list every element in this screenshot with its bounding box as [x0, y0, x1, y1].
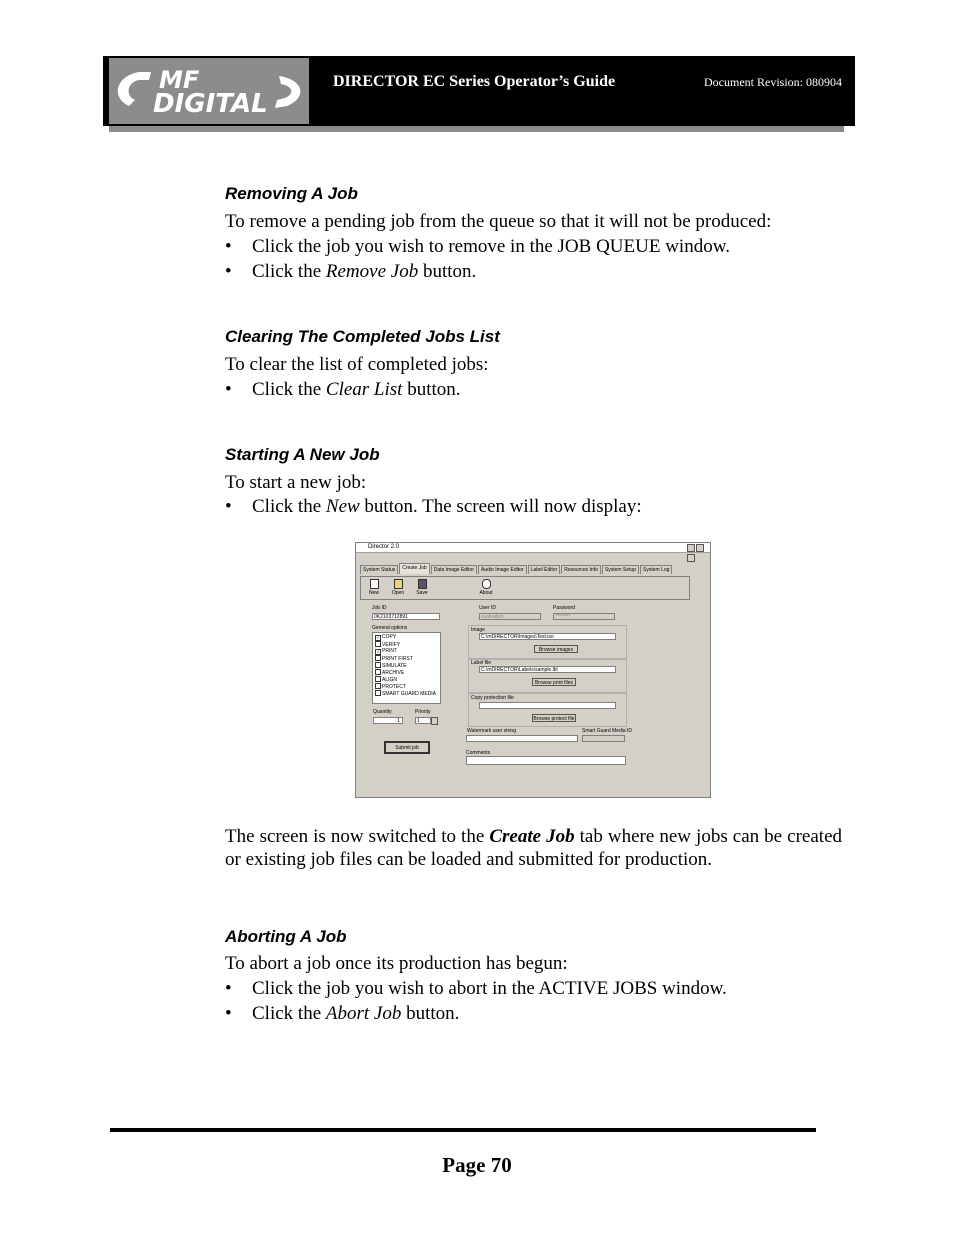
- priority-field: 1: [415, 717, 431, 724]
- option-smart-guard-media: SMART GUARD MEDIA: [375, 690, 436, 697]
- mf-digital-logo: [109, 58, 309, 124]
- tab-system-status: System Status: [360, 565, 398, 574]
- option-copy: ✓ COPY: [376, 634, 397, 640]
- about-tool: About: [475, 579, 497, 596]
- heading-removing-job: Removing A Job: [225, 184, 358, 203]
- option-print: ✓ PRINT: [376, 648, 397, 654]
- footer-rule: [110, 1128, 816, 1132]
- watermark-field: [466, 735, 578, 742]
- password-label: Password: [553, 605, 575, 611]
- image-field: C:\mDIRECTOR\Images\Test.iso: [479, 633, 616, 640]
- save-disk-icon: [418, 579, 427, 589]
- bullet: •: [225, 978, 232, 999]
- save-tool: Save: [411, 579, 433, 596]
- page-number: Page 70: [442, 1153, 512, 1177]
- open-folder-icon: [394, 579, 403, 589]
- remove-job-term: Remove Job: [325, 261, 419, 282]
- clearing-intro: To clear the list of completed jobs:: [225, 354, 489, 375]
- open-tool: Open: [387, 579, 409, 596]
- minimize-icon: [687, 544, 695, 552]
- priority-spinner: [431, 717, 438, 725]
- copy-protection-label: Copy protection file: [471, 695, 514, 701]
- submit-job-button: Submit job: [384, 741, 430, 754]
- removing-bullet-1: Click the job you wish to remove in the JOB QUEUE window.: [252, 236, 730, 257]
- browse-protect-file-button: Browse protect file: [533, 716, 575, 722]
- clearing-bullet-1: Click the Clear List button.: [252, 379, 461, 400]
- clear-list-term: Clear List: [325, 379, 403, 400]
- option-protect: PROTECT: [375, 683, 406, 690]
- create-job-term: Create Job: [489, 826, 575, 847]
- heading-starting-job: Starting A New Job: [225, 445, 380, 464]
- option-simulate: SIMULATE: [375, 662, 407, 669]
- tab-data-image-editor: Data Image Editor: [431, 565, 477, 574]
- user-id-label: User ID: [479, 605, 496, 611]
- watermark-label: Watermark user string: [467, 728, 516, 734]
- header-shadow: [109, 126, 844, 132]
- aborting-bullet-1: Click the job you wish to abort in the ACTIVE JOBS window.: [252, 978, 727, 999]
- tab-resources-info: Resources Info: [561, 565, 601, 574]
- tab-bar: [360, 565, 673, 575]
- maximize-icon: [696, 544, 704, 552]
- svg-text:DIGITAL: DIGITAL: [153, 89, 268, 119]
- tab-create-job: Create Job: [399, 563, 429, 574]
- starting-intro: To start a new job:: [225, 472, 367, 493]
- comments-label: Comments: [466, 750, 491, 756]
- document-revision: Document Revision: 080904: [704, 75, 842, 89]
- priority-label: Priority: [415, 709, 431, 715]
- image-label: Image: [471, 627, 485, 633]
- browse-print-files-button: Browse print files: [532, 678, 576, 686]
- header-banner: [103, 56, 855, 126]
- job-id-label: Job ID: [372, 605, 387, 611]
- tab-system-setup: System Setup: [602, 565, 639, 574]
- close-icon: [687, 554, 695, 562]
- password-field: ********: [553, 613, 615, 620]
- starting-after-paragraph: The screen is now switched to the Create Job tab where new jobs can be created or existing job files can be loaded and submitted for production.: [225, 826, 842, 870]
- bullet: •: [225, 236, 232, 257]
- abort-job-term: Abort Job: [325, 1003, 402, 1024]
- about-icon: [482, 579, 491, 589]
- label-file-field: C:\mDIRECTOR\Labels\sample.lbl: [479, 666, 616, 673]
- general-options-label: General options: [372, 625, 408, 631]
- removing-bullet-2: Click the Remove Job button.: [252, 261, 477, 282]
- label-file-label: Label file: [471, 660, 492, 666]
- browse-images-button: Browse images: [534, 645, 578, 653]
- bullet: •: [225, 496, 232, 517]
- smart-guard-label: Smart Guard Media ID: [582, 728, 633, 734]
- window-titlebar: [356, 543, 710, 553]
- tab-label-editor: Label Editor: [528, 565, 561, 574]
- general-options-list: [372, 632, 441, 704]
- job-id-field: 0K2103712891: [372, 613, 440, 620]
- smart-guard-field: [582, 735, 625, 742]
- bullet: •: [225, 1003, 232, 1024]
- new-tool: New: [363, 579, 385, 596]
- quantity-field: 1: [373, 717, 403, 724]
- option-archive: ARCHIVE: [375, 669, 404, 676]
- heading-clearing-list: Clearing The Completed Jobs List: [225, 327, 500, 346]
- aborting-intro: To abort a job once its production has begun:: [225, 953, 568, 974]
- tab-audio-image-editor: Audio Image Editor: [478, 565, 527, 574]
- new-file-icon: [370, 579, 379, 589]
- create-job-screenshot: [355, 542, 711, 798]
- bullet: •: [225, 379, 232, 400]
- copy-protection-field: [479, 702, 616, 709]
- window-title: Director 2.0: [368, 544, 400, 550]
- option-print-first: PRINT FIRST: [375, 655, 413, 662]
- window-controls: [686, 544, 708, 551]
- label-file-group: [468, 659, 627, 693]
- user-id-field: evaluation: [479, 613, 541, 620]
- starting-bullet-1: Click the New button. The screen will now display:: [252, 496, 642, 517]
- heading-aborting-job: Aborting A Job: [225, 927, 347, 946]
- comments-field: [466, 756, 626, 765]
- quantity-label: Quantity: [373, 709, 392, 715]
- svg-text:MF: MF: [159, 66, 200, 94]
- new-term: New: [325, 496, 360, 517]
- option-verify: VERIFY: [375, 641, 400, 648]
- guide-title: DIRECTOR EC Series Operator’s Guide: [333, 73, 616, 90]
- aborting-bullet-2: Click the Abort Job button.: [252, 1003, 460, 1024]
- option-align: ALIGN: [375, 676, 397, 683]
- tab-system-log: System Log: [640, 565, 672, 574]
- bullet: •: [225, 261, 232, 282]
- toolbar: [360, 576, 690, 600]
- removing-intro: To remove a pending job from the queue so that it will not be produced:: [225, 211, 772, 232]
